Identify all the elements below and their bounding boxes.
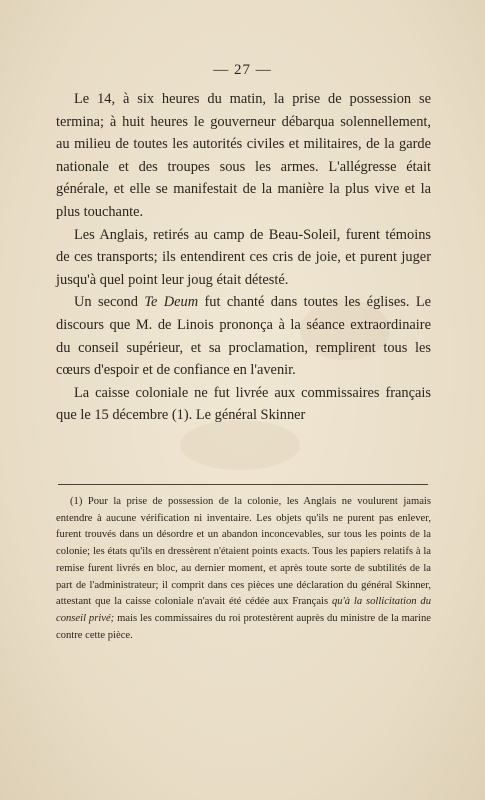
footnote-divider xyxy=(58,484,428,485)
te-deum-italic: Te Deum xyxy=(144,294,199,311)
paragraph-4: La caisse coloniale ne fut livrée aux commissaires français que le 15 décembre (1). Le général Skinner xyxy=(56,384,431,424)
main-text xyxy=(56,88,431,427)
page-number: — 27 — xyxy=(213,62,272,78)
footnote-start: (1) Pour la prise de possession de la colonie, les Anglais ne voulurent jamais entendre à aucune vérification ni inventaire. Les objets qu'ils ne purent pas enlever, furent trouvés dans un désordre et un abandon inconcevables, sur tous les points de la colonie; les états qu'ils en dressèrent n'étaient points exacts. Tous les papiers relatifs à la remise furent livrés en bloc, au dernier moment, et après toute sorte de subtilités de la part de l'administrateur; il comprit dans ces pièces une déclaration du général Skinner, attestant que la caisse coloniale n'avait été cédée aux Français xyxy=(56,496,431,608)
paragraph-3-start: Un second xyxy=(74,294,145,311)
paragraph-3-rest: fut chanté dans toutes les églises. Le discours que M. de Linois prononça à la séance extraordinaire du conseil supérieur, et sa proclamation, remplirent tous les cœurs d'espoir et de confiance en l'avenir. xyxy=(56,294,431,379)
footnote-text xyxy=(56,494,431,644)
footnote-end: mais les commissaires du roi protestèrent auprès du ministre de la marine contre cette pièce. xyxy=(56,612,431,641)
paper-stain xyxy=(180,420,300,470)
paragraph-2: Les Anglais, retirés au camp de Beau-Soleil, furent témoins de ces transports; ils entendirent ces cris de joie, et purent juger jusqu'à quel point leur joug était détesté. xyxy=(56,226,431,288)
paragraph-1: Le 14, à six heures du matin, la prise de possession se termina; à huit heures le gouverneur débarqua solennellement, au milieu de toutes les autorités civiles et militaires, de la garde nationale et des troupes sous les armes. L'allégresse était générale, et elle se manifestait de la manière la plus vive et la plus touchante. xyxy=(56,91,431,220)
paragraph-3 xyxy=(56,291,431,381)
footnote-italic: qu'à la sollicitation du conseil privé; xyxy=(56,596,431,624)
footnote xyxy=(56,494,431,644)
